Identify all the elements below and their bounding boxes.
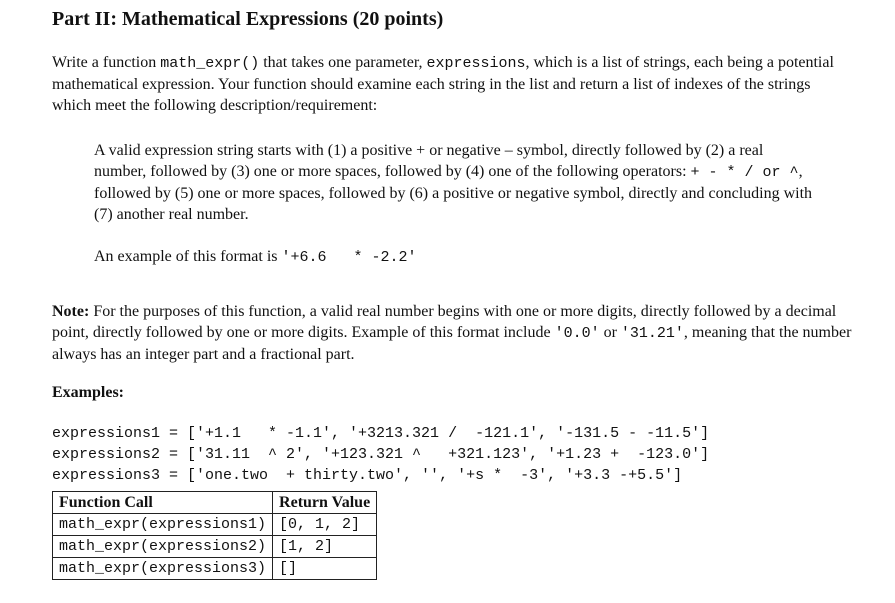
return-value-cell: [] (273, 558, 377, 580)
note-example-2: '31.21' (620, 325, 684, 342)
code-line: expressions3 = ['one.two + thirty.two', '', '+s * -3', '+3.3 -+5.5'] (52, 467, 683, 484)
column-header-return-value: Return Value (273, 492, 377, 514)
function-call-cell: math_expr(expressions1) (53, 514, 273, 536)
requirement-block (94, 140, 814, 268)
table-row (53, 558, 377, 580)
return-value-cell: [0, 1, 2] (273, 514, 377, 536)
function-call-cell: math_expr(expressions3) (53, 558, 273, 580)
note-paragraph: Note: For the purposes of this function, a valid real number begins with one or more digits, directly followed by a decimal point, directly followed by one or more digits. Example of this format include '0.0' or '31.21', meaning that the number always has an integer part and a fractional part. (52, 303, 852, 363)
code-line: expressions1 = ['+1.1 * -1.1', '+3213.321 / -121.1', '-131.5 - -11.5'] (52, 425, 710, 442)
table-header-row (53, 492, 377, 514)
return-value-cell: [1, 2] (273, 536, 377, 558)
parameter-name: expressions (426, 55, 526, 72)
function-name: math_expr() (160, 55, 260, 72)
format-example-value: '+6.6 * -2.2' (281, 249, 417, 266)
format-example: An example of this format is '+6.6 * -2.2' (94, 248, 417, 266)
intro-paragraph: Write a function math_expr() that takes one parameter, expressions, which is a list of strings, each being a potential mathematical expression. Your function should examine each string in the list and return a list of indexes of the strings which meet the following description/requirement: (52, 54, 834, 114)
examples-heading: Examples: (52, 384, 124, 401)
requirement-paragraph: A valid expression string starts with (1) a positive + or negative – symbol, directly followed by (2) a real number, followed by (3) one or more spaces, followed by (4) one of the following operators: + - * / or ^, followed by (5) one or more spaces, followed by (6) a positive or negative symbol, directly and concluding with (7) another real number. (94, 142, 813, 223)
function-call-cell: math_expr(expressions2) (53, 536, 273, 558)
column-header-function-call: Function Call (53, 492, 273, 514)
document-page (52, 6, 852, 580)
table-row (53, 536, 377, 558)
code-line: expressions2 = ['31.11 ^ 2', '+123.321 ^ +321.123', '+1.23 + -123.0'] (52, 446, 710, 463)
operator-list: + - * / or ^ (690, 164, 799, 181)
function-call-table (52, 491, 377, 580)
table-row (53, 514, 377, 536)
note-example-1: '0.0' (554, 325, 600, 342)
section-title: Part II: Mathematical Expressions (20 points) (52, 8, 444, 30)
code-block (52, 423, 852, 486)
note-label: Note: (52, 303, 90, 320)
